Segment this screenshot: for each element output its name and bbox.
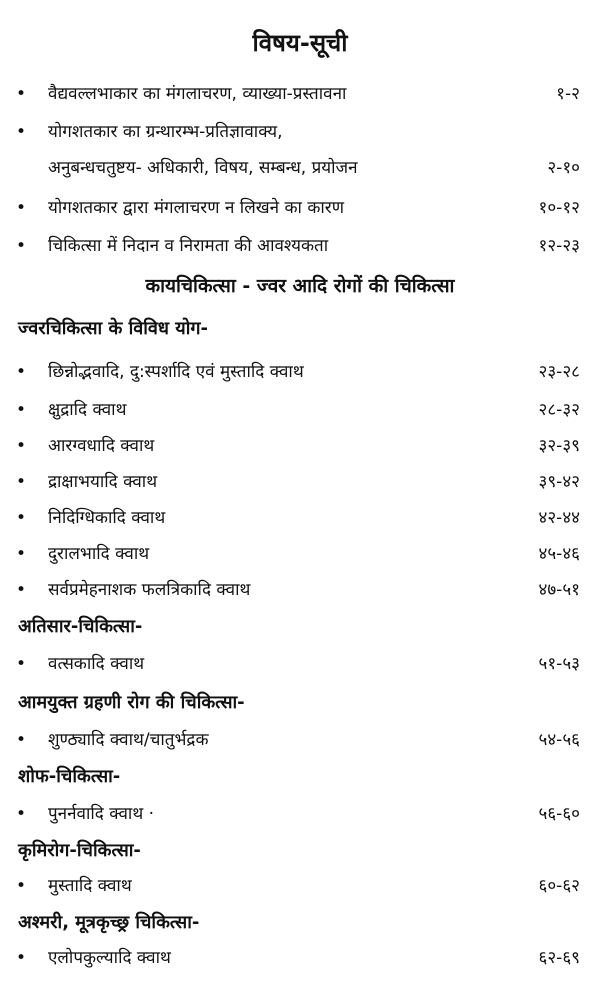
- bullet-icon: •: [16, 436, 27, 456]
- entry-label-continued: अनुबन्धचतुष्टय- अधिकारी, विषय, सम्बन्ध, प्रयोजन: [48, 158, 358, 178]
- bullet-icon: •: [16, 948, 27, 968]
- entry-pages: ६२-६९: [538, 948, 580, 968]
- toc-entry: [0, 722, 600, 758]
- entry-pages: ३९-४२: [538, 472, 580, 492]
- bullet-icon: •: [16, 654, 27, 674]
- entry-label: सर्वप्रमेहनाशक फलत्रिकादि क्वाथ: [48, 580, 251, 600]
- toc-entry: [0, 464, 600, 500]
- entry-pages: ४२-४४: [538, 508, 580, 528]
- entry-pages: २३-२८: [538, 362, 580, 382]
- entry-label: द्राक्षाभयादि क्वाथ: [48, 472, 158, 492]
- bullet-icon: •: [16, 544, 27, 564]
- bullet-icon: •: [16, 362, 27, 382]
- entry-label: वैद्यवल्लभाकार का मंगलाचरण, व्याख्या-प्रस्तावना: [48, 84, 347, 104]
- entry-label: निदिग्धिकादि क्वाथ: [48, 508, 166, 528]
- group-heading: आमयुक्त ग्रहणी रोग की चिकित्सा-: [18, 692, 245, 713]
- entry-pages: ५१-५३: [538, 654, 580, 674]
- bullet-icon: •: [16, 580, 27, 600]
- bullet-icon: •: [16, 804, 27, 824]
- group-heading: कृमिरोग-चिकित्सा-: [18, 840, 141, 861]
- toc-entry: [0, 114, 600, 150]
- bullet-icon: •: [16, 84, 27, 104]
- entry-label: योगशतकार द्वारा मंगलाचरण न लिखने का कारण: [48, 198, 345, 218]
- toc-entry: [0, 228, 600, 264]
- entry-label: शुण्ठ्यादि क्वाथ/चातुर्भद्रक: [48, 730, 209, 750]
- bullet-icon: •: [16, 472, 27, 492]
- entry-pages: ६०-६२: [538, 876, 580, 896]
- toc-entry: [0, 392, 600, 428]
- toc-entry: [0, 572, 600, 608]
- toc-entry: [0, 940, 600, 976]
- entry-label: पुनर्नवादि क्वाथ ·: [48, 804, 155, 824]
- toc-entry: [0, 536, 600, 572]
- entry-pages: ४५-४६: [538, 544, 580, 564]
- toc-entry-continuation: [0, 150, 600, 186]
- entry-pages: १०-१२: [538, 198, 580, 218]
- bullet-icon: •: [16, 122, 27, 142]
- entry-label: योगशतकार का ग्रन्थारम्भ-प्रतिज्ञावाक्य,: [48, 122, 283, 142]
- toc-entry: [0, 354, 600, 390]
- entry-label: छिन्नोद्भवादि, दु:स्पर्शादि एवं मुस्तादि क्वाथ: [48, 362, 304, 382]
- bullet-icon: •: [16, 198, 27, 218]
- entry-label: दुरालभादि क्वाथ: [48, 544, 150, 564]
- entry-pages: ४७-५१: [538, 580, 580, 600]
- entry-pages: १-२: [556, 84, 580, 104]
- toc-entry: [0, 428, 600, 464]
- toc-entry: [0, 500, 600, 536]
- entry-pages: ५४-५६: [538, 730, 580, 750]
- entry-label: चिकित्सा में निदान व निरामता की आवश्यकता: [48, 236, 329, 256]
- entry-label: आरग्वधादि क्वाथ: [48, 436, 155, 456]
- entry-pages: २-१०: [547, 158, 580, 178]
- bullet-icon: •: [16, 236, 27, 256]
- bullet-icon: •: [16, 508, 27, 528]
- group-heading: अश्मरी, मूत्रकृच्छ्र चिकित्सा-: [18, 912, 200, 933]
- group-heading: अतिसार-चिकित्सा-: [18, 616, 143, 637]
- group-heading: शोफ-चिकित्सा-: [18, 766, 121, 787]
- entry-pages: २८-३२: [538, 400, 580, 420]
- toc-entry: [0, 868, 600, 904]
- group-heading: ज्वरचिकित्सा के विविध योग-: [18, 318, 208, 339]
- toc-entry: [0, 796, 600, 832]
- bullet-icon: •: [16, 876, 27, 896]
- bullet-icon: •: [16, 730, 27, 750]
- entry-label: मुस्तादि क्वाथ: [48, 876, 132, 896]
- page-title: विषय-सूची: [252, 29, 348, 57]
- toc-entry: [0, 190, 600, 226]
- section-heading: कायचिकित्सा - ज्वर आदि रोगों की चिकित्सा: [145, 275, 455, 297]
- entry-label: एलोपकुल्यादि क्वाथ: [48, 948, 171, 968]
- entry-pages: १२-२३: [538, 236, 580, 256]
- bullet-icon: •: [16, 400, 27, 420]
- entry-pages: ५६-६०: [538, 804, 580, 824]
- toc-entry: [0, 646, 600, 682]
- entry-pages: ३२-३९: [538, 436, 580, 456]
- entry-label: वत्सकादि क्वाथ: [48, 654, 145, 674]
- toc-entry: [0, 76, 600, 112]
- entry-label: क्षुद्रादि क्वाथ: [48, 400, 127, 420]
